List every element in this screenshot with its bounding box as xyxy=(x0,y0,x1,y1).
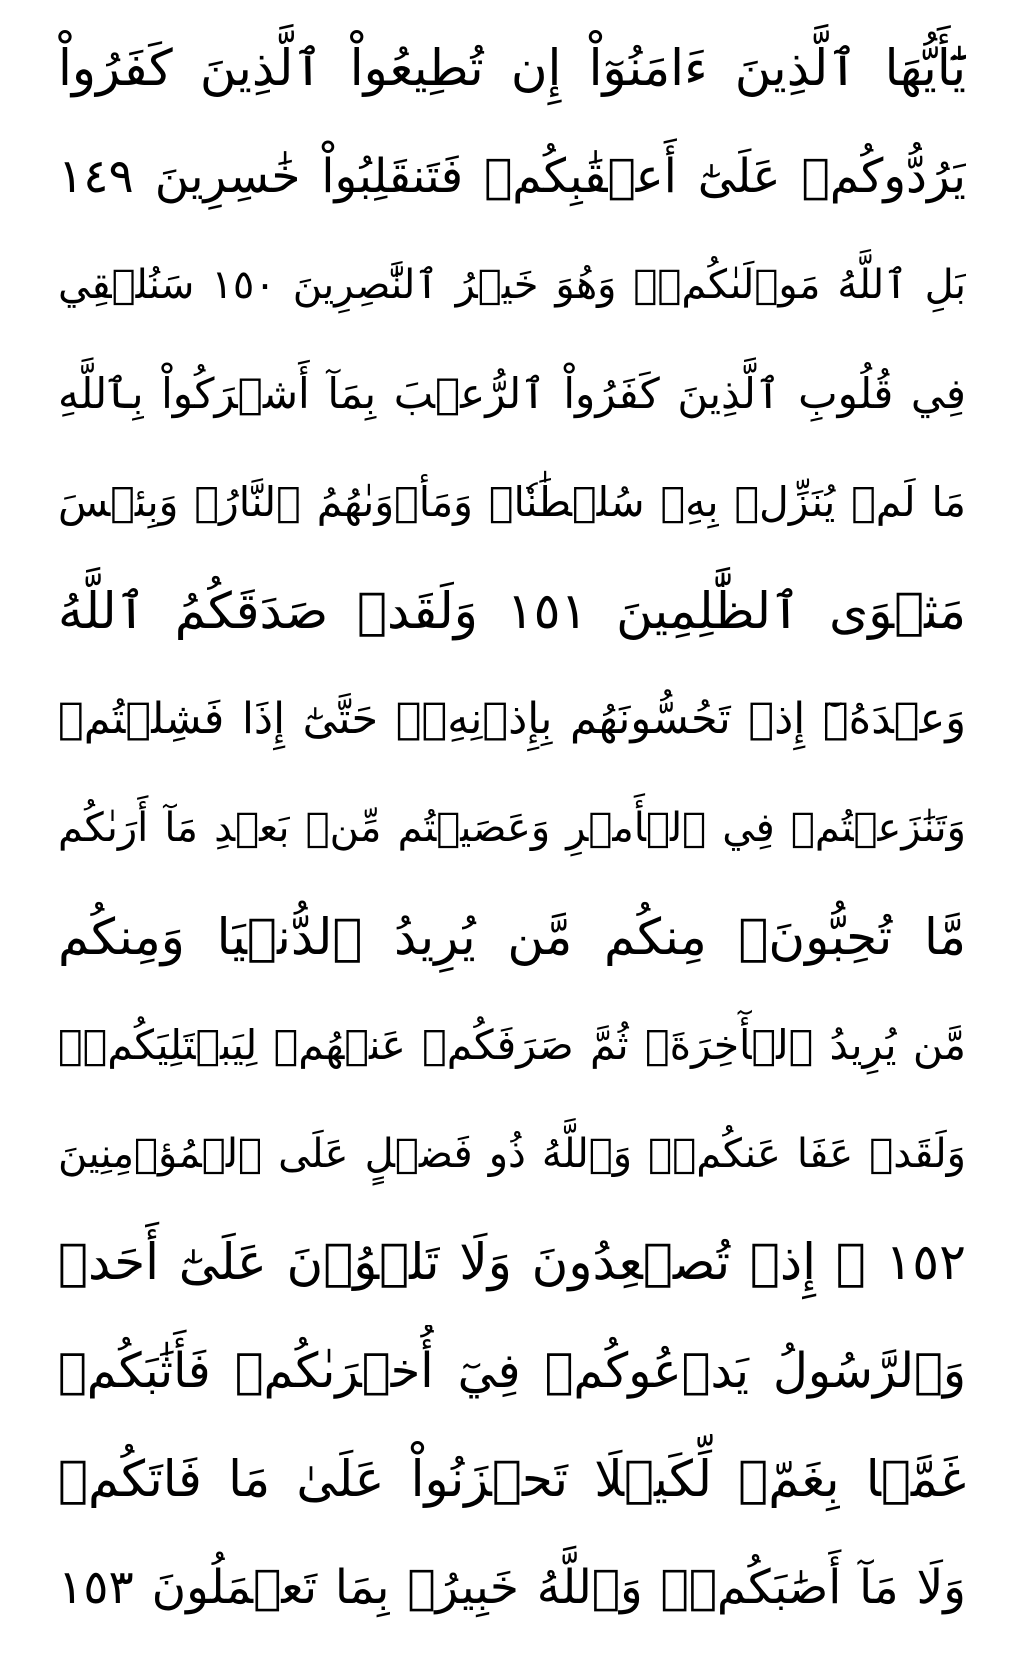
line-text: وَتَنَٰزَعۡتُمۡ فِي ٱلۡأَمۡرِ وَعَصَيۡتُم مِّنۢ بَعۡدِ مَآ أَرَىٰكُم xyxy=(58,804,966,851)
text-line-5 xyxy=(58,456,966,548)
line-text: ١٥٢ ۞ إِذۡ تُصۡعِدُونَ وَلَا تَلۡوُۥنَ عَلَىٰٓ أَحَدٖ xyxy=(58,1233,966,1292)
text-line-13 xyxy=(58,1325,966,1417)
line-text: فِي قُلُوبِ ٱلَّذِينَ كَفَرُواْ ٱلرُّعۡبَ بِمَآ أَشۡرَكُواْ بِٱللَّهِ xyxy=(58,368,966,418)
text-line-7 xyxy=(58,673,966,765)
line-text: وَلَا مَآ أَصَٰبَكُمۡۗ وَٱللَّهُ خَبِيرُۢ بِمَا تَعۡمَلُونَ ١٥٣ xyxy=(58,1559,966,1615)
text-line-14 xyxy=(58,1433,966,1525)
text-line-2 xyxy=(58,131,966,223)
text-line-4 xyxy=(58,348,966,440)
line-text: غَمَّۢا بِغَمّٖ لِّكَيۡلَا تَحۡزَنُواْ عَلَىٰ مَا فَاتَكُمۡ xyxy=(58,1450,966,1509)
text-line-12 xyxy=(58,1216,966,1308)
line-text: مَا لَمۡ يُنَزِّلۡ بِهِۦ سُلۡطَٰنٗاۖ وَمَأۡوَىٰهُمُ ٱلنَّارُۚ وَبِئۡسَ xyxy=(58,478,966,527)
line-text: يَٰٓأَيُّهَا ٱلَّذِينَ ءَامَنُوٓاْ إِن تُطِيعُواْ ٱلَّذِينَ كَفَرُواْ xyxy=(58,39,966,97)
line-text: مَّن يُرِيدُ ٱلۡأٓخِرَةَۚ ثُمَّ صَرَفَكُمۡ عَنۡهُمۡ لِيَبۡتَلِيَكُمۡۖ xyxy=(58,1021,966,1070)
text-line-15 xyxy=(58,1542,966,1634)
line-text: وَٱلرَّسُولُ يَدۡعُوكُمۡ فِيٓ أُخۡرَىٰكُمۡ فَأَثَٰبَكُمۡ xyxy=(58,1342,966,1399)
text-line-6 xyxy=(58,565,966,657)
line-text: مَثۡوَى ٱلظَّٰلِمِينَ ١٥١ وَلَقَدۡ صَدَقَكُمُ ٱللَّهُ xyxy=(58,581,966,640)
line-text: مَّا تُحِبُّونَۚ مِنكُم مَّن يُرِيدُ ٱلدُّنۡيَا وَمِنكُم xyxy=(58,907,966,966)
text-line-8 xyxy=(58,782,966,874)
text-line-1 xyxy=(58,22,966,114)
text-line-10 xyxy=(58,999,966,1091)
line-text: وَعۡدَهُۥٓ إِذۡ تَحُسُّونَهُم بِإِذۡنِهِۦۖ حَتَّىٰٓ إِذَا فَشِلۡتُمۡ xyxy=(58,694,966,745)
line-text: وَلَقَدۡ عَفَا عَنكُمۡۗ وَٱللَّهُ ذُو فَضۡلٍ عَلَى ٱلۡمُؤۡمِنِينَ xyxy=(58,1130,966,1177)
line-text: بَلِ ٱللَّهُ مَوۡلَىٰكُمۡۖ وَهُوَ خَيۡرُ ٱلنَّٰصِرِينَ ١٥٠ سَنُلۡقِي xyxy=(58,262,966,309)
text-line-9 xyxy=(58,891,966,983)
mushaf-page xyxy=(58,22,966,1634)
line-text: يَرُدُّوكُمۡ عَلَىٰٓ أَعۡقَٰبِكُمۡ فَتَنقَلِبُواْ خَٰسِرِينَ ١٤٩ xyxy=(58,148,966,204)
text-line-3 xyxy=(58,239,966,331)
text-line-11 xyxy=(58,1108,966,1200)
